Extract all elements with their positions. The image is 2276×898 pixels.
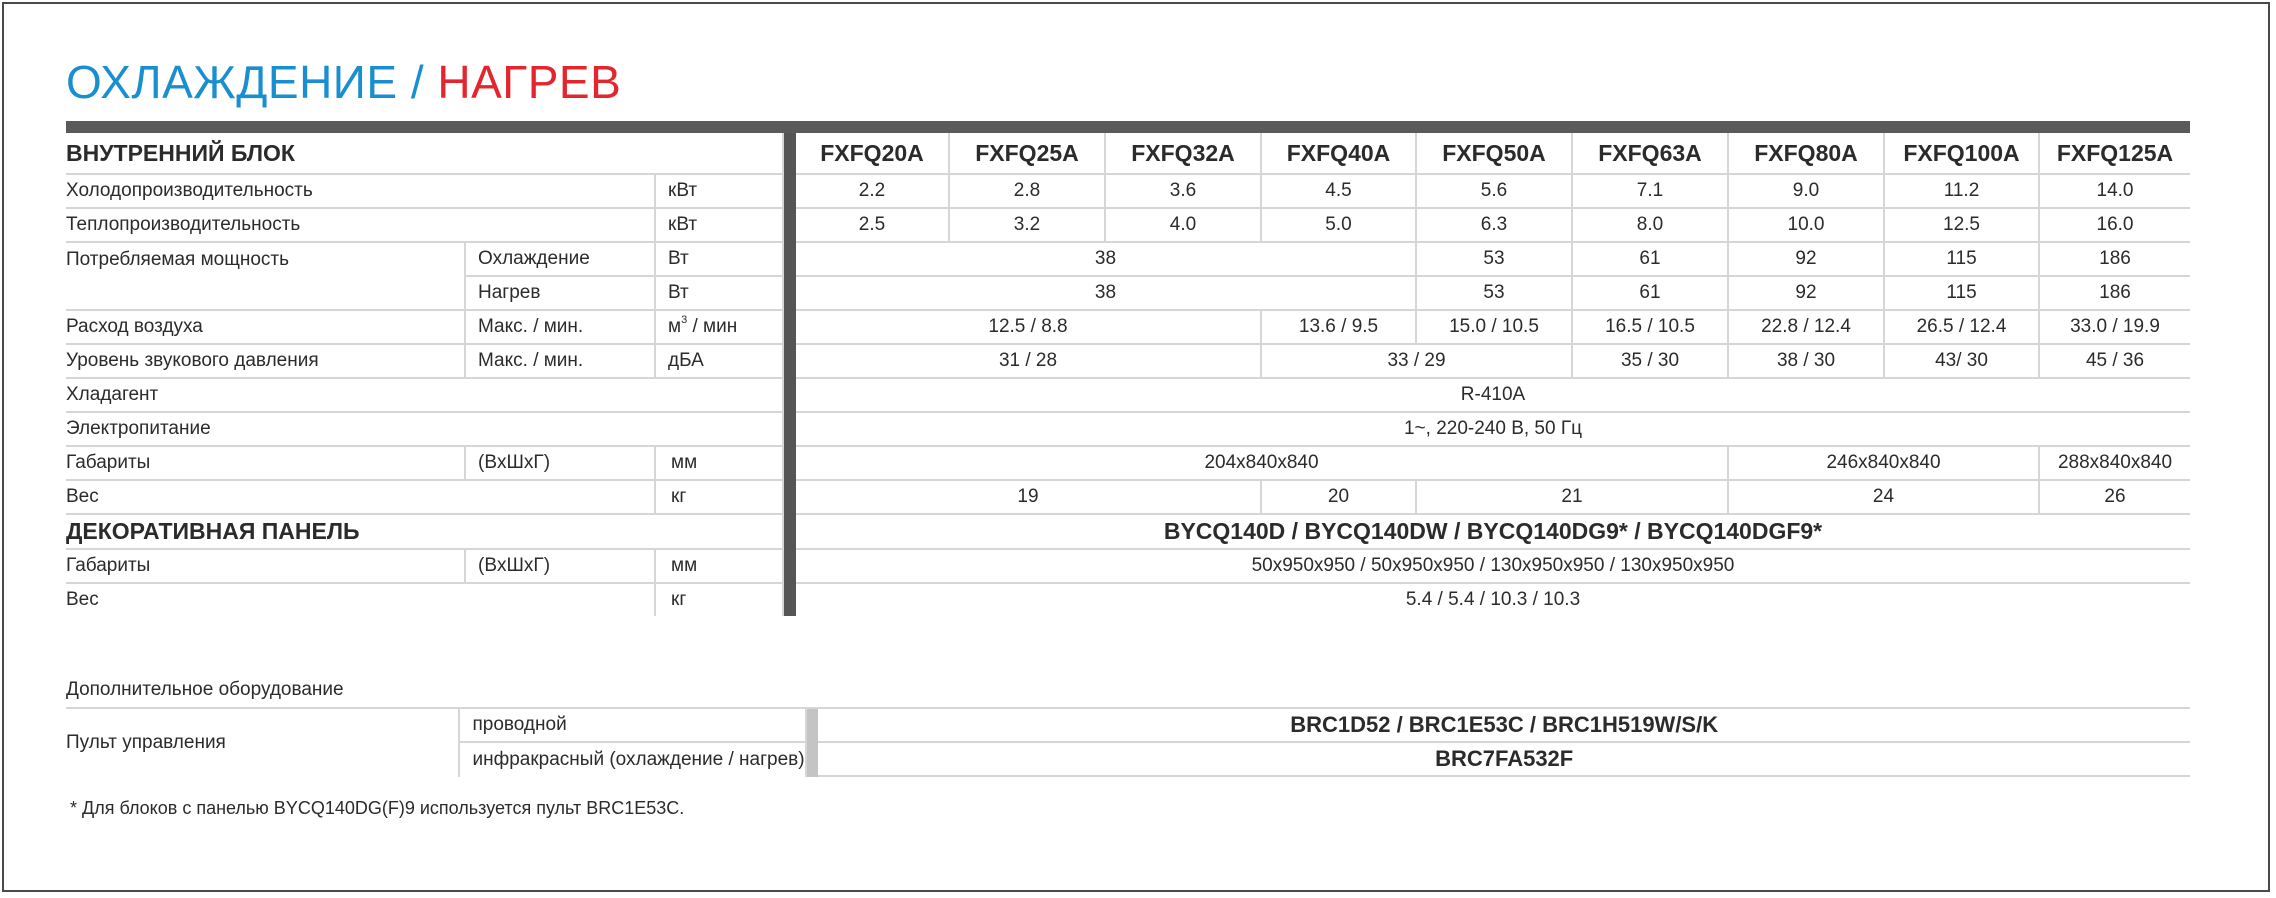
value-cell: 92	[1729, 277, 1885, 311]
value-cell: 21	[1417, 481, 1729, 515]
refrigerant-row	[66, 379, 2190, 413]
model-header: FXFQ125A	[2040, 133, 2190, 175]
row-unit: дБА	[656, 345, 784, 379]
value-cell: 115	[1885, 243, 2040, 277]
options-header-row	[66, 673, 2190, 709]
remote-wired-row	[66, 709, 2190, 743]
panel-models: BYCQ140D / BYCQ140DW / BYCQ140DG9* / BYCQ140DGF9*	[796, 515, 2190, 550]
value-cell: 6.3	[1417, 209, 1573, 243]
value-cell: 45 / 36	[2040, 345, 2190, 379]
value-cell: 38	[796, 243, 1417, 277]
model-header: FXFQ25A	[950, 133, 1106, 175]
weight-row	[66, 481, 2190, 515]
row-label: Электропитание	[66, 413, 784, 447]
value-cell: 204x840x840	[796, 447, 1729, 481]
row-label: Холодопроизводительность	[66, 175, 656, 209]
model-header: FXFQ63A	[1573, 133, 1729, 175]
row-unit	[656, 311, 784, 345]
unit-base: м	[668, 316, 682, 337]
row-label: Потребляемая мощность	[66, 243, 466, 311]
value-cell: 288x840x840	[2040, 447, 2190, 481]
heating-capacity-row	[66, 209, 2190, 243]
value-cell: 4.5	[1262, 175, 1417, 209]
value-cell: 61	[1573, 243, 1729, 277]
value-cell: 33.0 / 19.9	[2040, 311, 2190, 345]
value-cell: 22.8 / 12.4	[1729, 311, 1885, 345]
value-cell: 16.5 / 10.5	[1573, 311, 1729, 345]
model-header: FXFQ20A	[796, 133, 950, 175]
model-header: FXFQ80A	[1729, 133, 1885, 175]
value-cell: 7.1	[1573, 175, 1729, 209]
row-label: Вес	[66, 584, 656, 616]
value-cell: 53	[1417, 243, 1573, 277]
value-cell: 61	[1573, 277, 1729, 311]
panel-header-row	[66, 515, 2190, 550]
value-cell: 1~, 220-240 В, 50 Гц	[796, 413, 2190, 447]
value-cell: 186	[2040, 243, 2190, 277]
title-heating: НАГРЕВ	[437, 56, 622, 108]
row-label: Габариты	[66, 447, 466, 481]
row-unit: Вт	[656, 277, 784, 311]
value-cell: 246x840x840	[1729, 447, 2040, 481]
value-cell: 16.0	[2040, 209, 2190, 243]
row-label: Хладагент	[66, 379, 784, 413]
value-cell: BRC1D52 / BRC1E53C / BRC1H519W/S/K	[818, 709, 2190, 743]
model-header: FXFQ100A	[1885, 133, 2040, 175]
value-cell: 38	[796, 277, 1417, 311]
row-label: Пульт управления	[66, 709, 460, 777]
value-cell: 4.0	[1106, 209, 1262, 243]
airflow-row	[66, 311, 2190, 345]
row-unit: Вт	[656, 243, 784, 277]
value-cell: 2.2	[796, 175, 950, 209]
row-unit: кВт	[656, 209, 784, 243]
value-cell: 20	[1262, 481, 1417, 515]
footnote: * Для блоков с панелью BYCQ140DG(F)9 используется пульт BRC1E53C.	[70, 798, 685, 818]
panel-weight-row	[66, 584, 2190, 616]
value-cell: 10.0	[1729, 209, 1885, 243]
row-unit: мм	[656, 447, 784, 481]
value-cell: 3.6	[1106, 175, 1262, 209]
cooling-capacity-row	[66, 175, 2190, 209]
value-cell: 12.5	[1885, 209, 2040, 243]
value-cell: 2.8	[950, 175, 1106, 209]
row-sub: проводной	[460, 709, 806, 743]
value-cell: 92	[1729, 243, 1885, 277]
value-cell: 26.5 / 12.4	[1885, 311, 2040, 345]
top-bar	[66, 121, 2190, 133]
row-sub: (ВxШxГ)	[466, 447, 656, 481]
value-cell: 9.0	[1729, 175, 1885, 209]
power-cooling-row	[66, 243, 2190, 277]
value-cell: 8.0	[1573, 209, 1729, 243]
row-sub: Макс. / мин.	[466, 311, 656, 345]
panel-header: ДЕКОРАТИВНАЯ ПАНЕЛЬ	[66, 515, 784, 550]
value-cell: 5.4 / 5.4 / 10.3 / 10.3	[1405, 589, 1581, 610]
row-sub: инфракрасный (охлаждение / нагрев)	[460, 743, 806, 777]
header-row	[66, 133, 2190, 175]
value-cell: 11.2	[1885, 175, 2040, 209]
value-cell: 115	[1885, 277, 2040, 311]
title-separator: /	[397, 56, 438, 108]
value-cell: R-410A	[796, 379, 2190, 413]
value-cell: 31 / 28	[796, 345, 1262, 379]
value-cell: 24	[1729, 481, 2040, 515]
model-header: FXFQ40A	[1262, 133, 1417, 175]
value-cell: 15.0 / 10.5	[1417, 311, 1573, 345]
row-unit: мм	[656, 550, 784, 584]
value-cell: BRC7FA532F	[818, 743, 2190, 777]
row-label: Уровень звукового давления	[66, 345, 466, 379]
row-unit: кВт	[656, 175, 784, 209]
power-supply-row	[66, 413, 2190, 447]
row-label: Габариты	[66, 550, 466, 584]
value-cell: 14.0	[2040, 175, 2190, 209]
value-cell: 35 / 30	[1573, 345, 1729, 379]
panel-dimensions-row	[66, 550, 2190, 584]
value-cell: 50x950x950 / 50x950x950 / 130x950x950 / 130x950x950	[796, 550, 2190, 584]
value-cell: 13.6 / 9.5	[1262, 311, 1417, 345]
dimensions-row	[66, 447, 2190, 481]
model-header: FXFQ32A	[1106, 133, 1262, 175]
value-cell: 53	[1417, 277, 1573, 311]
row-sub: Охлаждение	[466, 243, 656, 277]
value-cell: 38 / 30	[1729, 345, 1885, 379]
row-sub: Макс. / мин.	[466, 345, 656, 379]
row-label: Расход воздуха	[66, 311, 466, 345]
row-sub: Нагрев	[466, 277, 656, 311]
value-cell: 5.6	[1417, 175, 1573, 209]
value-cell: 19	[796, 481, 1262, 515]
model-header: FXFQ50A	[1417, 133, 1573, 175]
sound-row	[66, 345, 2190, 379]
value-cell: 2.5	[796, 209, 950, 243]
value-cell: 33 / 29	[1262, 345, 1573, 379]
options-header: Дополнительное оборудование	[66, 673, 2190, 709]
value-cell: 12.5 / 8.8	[796, 311, 1262, 345]
value-cell: 26	[2040, 481, 2190, 515]
unit-superscript: 3	[681, 314, 688, 326]
value-cell: 43/ 30	[1885, 345, 2040, 379]
value-cell: 3.2	[950, 209, 1106, 243]
page-title	[66, 52, 621, 112]
unit-rest: / мин	[687, 316, 738, 337]
value-cell: 5.0	[1262, 209, 1417, 243]
indoor-unit-header: ВНУТРЕННИЙ БЛОК	[66, 133, 784, 175]
row-unit: кг	[656, 481, 784, 515]
spec-table	[66, 121, 2190, 616]
row-sub: (ВxШxГ)	[466, 550, 656, 584]
title-cooling: ОХЛАЖДЕНИЕ	[66, 56, 398, 108]
options-table	[66, 673, 2190, 777]
row-label: Вес	[66, 481, 656, 515]
row-label: Теплопроизводительность	[66, 209, 656, 243]
row-unit: кг	[656, 584, 784, 616]
value-cell: 186	[2040, 277, 2190, 311]
